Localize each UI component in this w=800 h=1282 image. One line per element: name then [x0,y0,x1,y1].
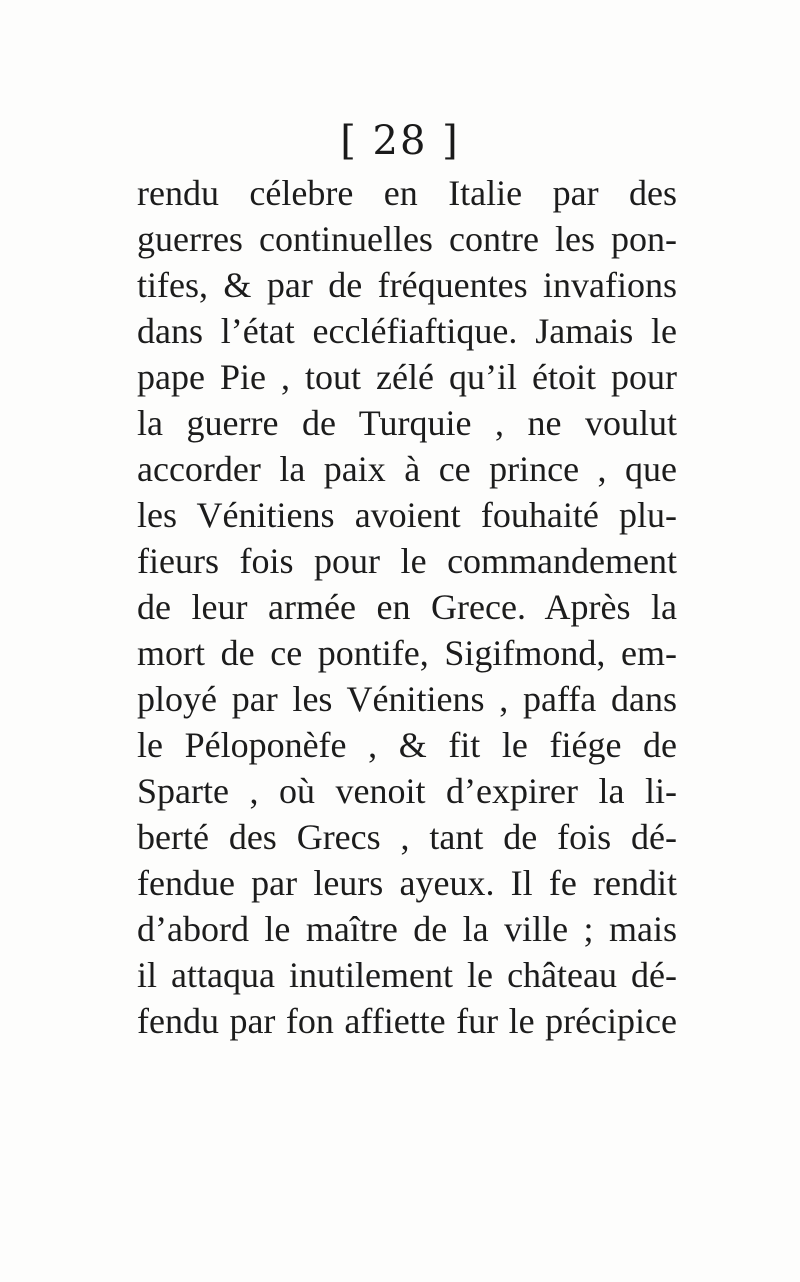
text-line: mort de ce pontife, Sigifmond, em- [137,633,677,673]
text-line: tifes, & par de fréquentes invafions [137,265,677,305]
text-line: berté des Grecs , tant de fois dé- [137,817,677,857]
text-line: rendu célebre en Italie par des [137,173,677,213]
text-line: pape Pie , tout zélé qu’il étoit pour [137,357,677,397]
text-line: d’abord le maître de la ville ; mais [137,909,677,949]
body-text [137,170,677,1044]
text-line: le Péloponèfe , & fit le fiége de [137,725,677,765]
text-line: ployé par les Vénitiens , paffa dans [137,679,677,719]
text-line: fendue par leurs ayeux. Il fe rendit [137,863,677,903]
page-number: [ 28 ] [340,118,460,164]
text-line: fendu par fon affiette fur le précipice [137,1001,677,1041]
text-line: accorder la paix à ce prince , que [137,449,677,489]
text-line: la guerre de Turquie , ne voulut [137,403,677,443]
text-line: guerres continuelles contre les pon- [137,219,677,259]
text-line: fieurs fois pour le commandement [137,541,677,581]
text-line: il attaqua inutilement le château dé- [137,955,677,995]
text-line: les Vénitiens avoient fouhaité plu- [137,495,677,535]
text-line: dans l’état eccléfiaftique. Jamais le [137,311,677,351]
text-line: de leur armée en Grece. Après la [137,587,677,627]
text-line: Sparte , où venoit d’expirer la li- [137,771,677,811]
